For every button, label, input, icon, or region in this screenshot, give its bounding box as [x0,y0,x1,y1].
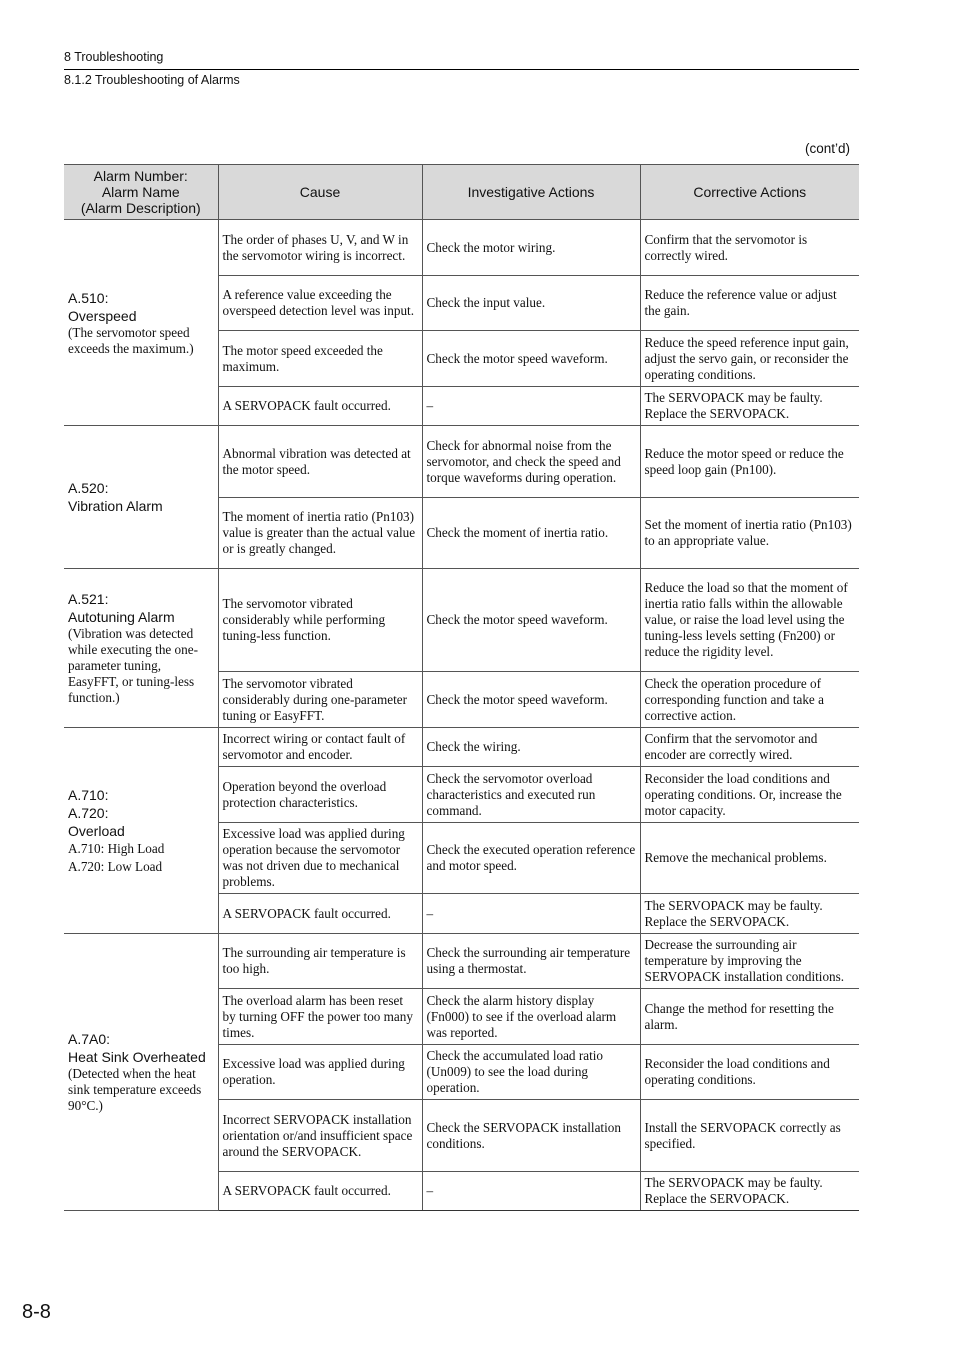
page-number: 8-8 [22,1301,51,1323]
alarm-cell-a7a0 [64,934,218,1211]
cause-cell: Excessive load was applied during operation. [218,1045,422,1100]
cause-cell: The motor speed exceeded the maximum. [218,331,422,387]
alarm-name: Overload [68,822,125,839]
investigative-cell: – [422,894,640,934]
cause-cell: The order of phases U, V, and W in the servomotor wiring is incorrect. [218,220,422,276]
table-row [64,569,859,672]
alarm-cell-a520 [64,426,218,569]
corrective-cell: Confirm that the servomotor is correctly wired. [640,220,859,276]
alarm-description-2: A.720: Low Load [68,858,163,874]
investigative-cell: Check the executed operation reference and motor speed. [422,823,640,894]
corrective-cell: Decrease the surrounding air temperature by improving the SERVOPACK installation conditions. [640,934,859,989]
cause-cell: The moment of inertia ratio (Pn103) value is greater than the actual value or is greatly changed. [218,498,422,569]
corrective-cell: Reduce the speed reference input gain, adjust the servo gain, or reconsider the operating conditions. [640,331,859,387]
alarm-name: Vibration Alarm [68,498,163,514]
corrective-cell: Check the operation procedure of corresponding function and take a corrective action. [640,672,859,728]
investigative-cell: Check the motor speed waveform. [422,672,640,728]
alarm-cell-a510 [64,220,218,426]
alarm-number: A.521: [68,591,109,607]
column-header-cause: Cause [218,165,422,220]
alarm-number-2: A.720: [68,804,109,821]
alarm-name: Autotuning Alarm [68,609,175,625]
cause-cell: A reference value exceeding the overspeed detection level was input. [218,276,422,331]
chapter-heading: 8 Troubleshooting [64,50,164,64]
cause-cell: Excessive load was applied during operation because the servomotor was not driven due to mechanical problems. [218,823,422,894]
table-row [64,426,859,498]
alarm-description: (Detected when the heat sink temperature exceeds 90°C.) [68,1066,202,1113]
table-row [64,728,859,767]
investigative-cell: Check the motor wiring. [422,220,640,276]
cause-cell: Operation beyond the overload protection characteristics. [218,767,422,823]
investigative-cell: Check the alarm history display (Fn000) to see if the overload alarm was reported. [422,989,640,1045]
corrective-cell: Reduce the load so that the moment of inertia ratio falls within the allowable value, or raise the load level using the tuning-less levels setting (Fn200) or reduce the rigidity level. [640,569,859,672]
corrective-cell: Confirm that the servomotor and encoder are correctly wired. [640,728,859,767]
cause-cell: The servomotor vibrated considerably while performing tuning-less function. [218,569,422,672]
investigative-cell: Check the servomotor overload characteristics and executed run command. [422,767,640,823]
alarm-number: A.710: [68,786,109,803]
investigative-cell: Check the motor speed waveform. [422,331,640,387]
column-header-corrective: Corrective Actions [640,165,859,220]
section-heading: 8.1.2 Troubleshooting of Alarms [64,73,240,87]
alarm-table [64,164,859,1211]
investigative-cell: Check the surrounding air temperature using a thermostat. [422,934,640,989]
corrective-cell: Set the moment of inertia ratio (Pn103) to an appropriate value. [640,498,859,569]
corrective-cell: The SERVOPACK may be faulty. Replace the SERVOPACK. [640,894,859,934]
header-rule [64,69,859,70]
investigative-cell: Check the motor speed waveform. [422,569,640,672]
column-header-alarm [64,165,218,220]
cause-cell: A SERVOPACK fault occurred. [218,387,422,426]
investigative-cell: Check for abnormal noise from the servomotor, and check the speed and torque waveforms during operation. [422,426,640,498]
column-header-investigative: Investigative Actions [422,165,640,220]
cause-cell: Incorrect SERVOPACK installation orientation or/and insufficient space around the SERVOPACK. [218,1100,422,1172]
cause-cell: A SERVOPACK fault occurred. [218,894,422,934]
corrective-cell: Change the method for resetting the alarm. [640,989,859,1045]
alarm-number: A.520: [68,480,109,496]
cause-cell: The overload alarm has been reset by turning OFF the power too many times. [218,989,422,1045]
cause-cell: Incorrect wiring or contact fault of servomotor and encoder. [218,728,422,767]
column-header-alarm-text: Alarm Number: Alarm Name (Alarm Description) [80,168,201,216]
alarm-description: (The servomotor speed exceeds the maximum.) [68,324,194,356]
investigative-cell: Check the wiring. [422,728,640,767]
cause-cell: Abnormal vibration was detected at the motor speed. [218,426,422,498]
investigative-cell: Check the SERVOPACK installation conditions. [422,1100,640,1172]
alarm-number: A.7A0: [68,1031,111,1047]
cause-cell: A SERVOPACK fault occurred. [218,1172,422,1211]
alarm-cell-a521 [64,569,218,728]
investigative-cell: – [422,1172,640,1211]
alarm-cell-a710 [64,728,218,934]
corrective-cell: The SERVOPACK may be faulty. Replace the SERVOPACK. [640,387,859,426]
corrective-cell: Reduce the motor speed or reduce the speed loop gain (Pn100). [640,426,859,498]
continued-label: (cont’d) [804,141,850,156]
cause-cell: The surrounding air temperature is too high. [218,934,422,989]
table-row [64,934,859,989]
table-header-row [64,165,859,220]
corrective-cell: Reconsider the load conditions and operating conditions. [640,1045,859,1100]
corrective-cell: The SERVOPACK may be faulty. Replace the SERVOPACK. [640,1172,859,1211]
investigative-cell: Check the moment of inertia ratio. [422,498,640,569]
investigative-cell: – [422,387,640,426]
corrective-cell: Reconsider the load conditions and operating conditions. Or, increase the motor capacity. [640,767,859,823]
table-row [64,220,859,276]
alarm-name: Overspeed [68,307,137,324]
alarm-description: (Vibration was detected while executing the one-parameter tuning, EasyFFT, or tuning-less function.) [68,626,198,705]
alarm-description: A.710: High Load [68,840,165,856]
corrective-cell: Reduce the reference value or adjust the gain. [640,276,859,331]
corrective-cell: Install the SERVOPACK correctly as specified. [640,1100,859,1172]
alarm-name: Heat Sink Overheated [68,1049,206,1065]
corrective-cell: Remove the mechanical problems. [640,823,859,894]
investigative-cell: Check the accumulated load ratio (Un009) to see the load during operation. [422,1045,640,1100]
cause-cell: The servomotor vibrated considerably during one-parameter tuning or EasyFFT. [218,672,422,728]
investigative-cell: Check the input value. [422,276,640,331]
alarm-number: A.510: [68,289,109,306]
